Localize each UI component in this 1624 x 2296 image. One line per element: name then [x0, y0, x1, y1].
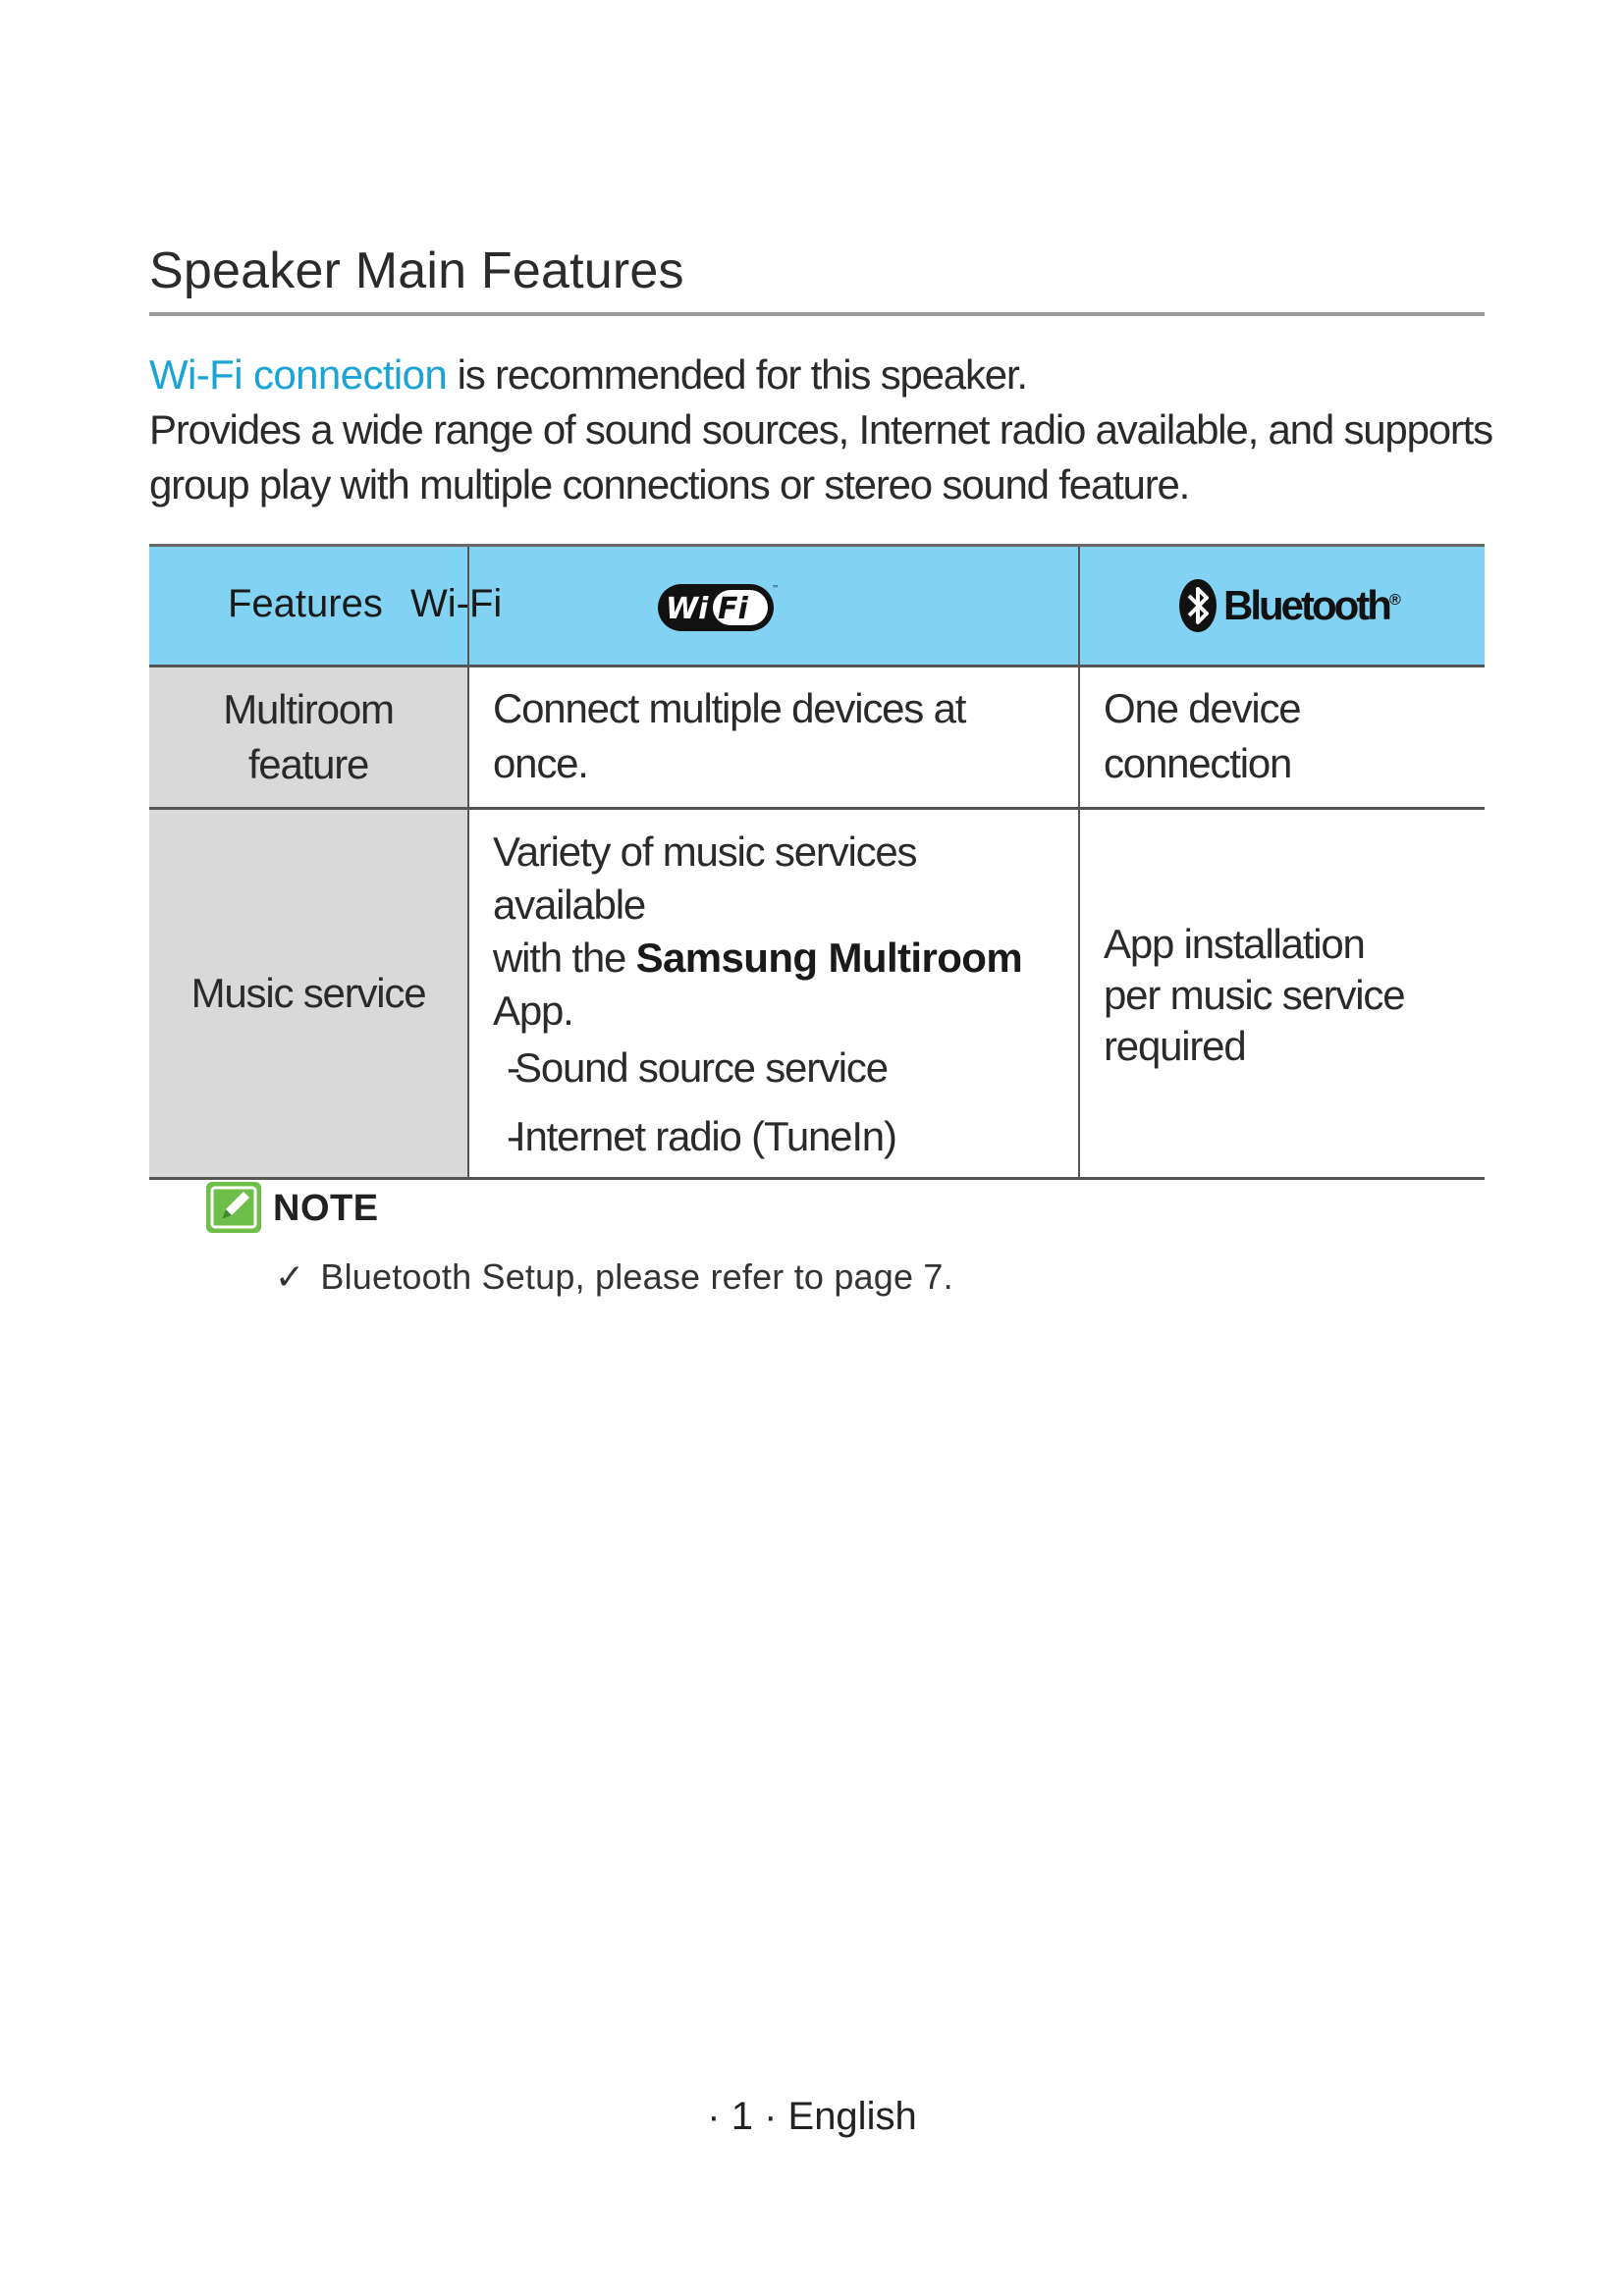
row-label-multiroom: Multiroom feature: [149, 667, 468, 809]
table-row: [149, 667, 1485, 809]
note-heading: NOTE: [273, 1188, 379, 1229]
row-label-music-service: Music service: [149, 809, 468, 1179]
page-title: Speaker Main Features: [149, 242, 684, 299]
cell-wifi-music-service: Variety of music services available with the Samsung Multiroom App. - Sound source service - Internet radio (TuneIn): [468, 809, 1079, 1179]
page-footer: · 1 · English: [707, 2095, 917, 2138]
svg-text:Fi: Fi: [718, 592, 748, 626]
header-features-label: Features: [228, 582, 383, 625]
bluetooth-icon: [1178, 578, 1218, 633]
bluetooth-wordmark: Bluetooth®: [1223, 582, 1398, 628]
intro-paragraph: [149, 347, 1504, 512]
header-bluetooth: [1079, 546, 1485, 667]
checkmark-icon: ✓: [275, 1256, 305, 1297]
intro-line-1-rest: is recommended for this speaker.: [447, 351, 1027, 398]
header-wifi-label: Wi-Fi: [410, 582, 503, 625]
note-pencil-icon: [204, 1180, 263, 1235]
wifi-logo-icon: [656, 582, 780, 638]
cell-wifi-multiroom: Connect multiple devices at once.: [468, 667, 1079, 809]
cell-bt-music-service: App installation per music service required: [1079, 809, 1485, 1179]
note-item: ✓ Bluetooth Setup, please refer to page 7.: [275, 1256, 953, 1297]
wifi-connection-highlight: Wi-Fi connection: [149, 351, 448, 398]
bluetooth-logo: [1178, 578, 1398, 633]
intro-line-1: [149, 347, 1504, 402]
features-table: [149, 544, 1485, 1180]
title-divider: [149, 312, 1485, 316]
list-item: - Internet radio (TuneIn): [493, 1110, 1060, 1163]
table-header-row: [149, 546, 1485, 667]
table-row: [149, 809, 1485, 1179]
header-wifi: [410, 546, 1079, 667]
intro-line-3: group play with multiple connections or stereo sound feature.: [149, 461, 1190, 507]
cell-bt-multiroom: One device connection: [1079, 667, 1485, 809]
svg-text:Wi: Wi: [666, 592, 709, 626]
samsung-multiroom-app-name: Samsung Multiroom: [635, 934, 1023, 981]
intro-line-2: Provides a wide range of sound sources, Internet radio available, and supports: [149, 406, 1492, 453]
svg-text:™: ™: [772, 584, 780, 593]
list-item: - Sound source service: [493, 1041, 1060, 1095]
